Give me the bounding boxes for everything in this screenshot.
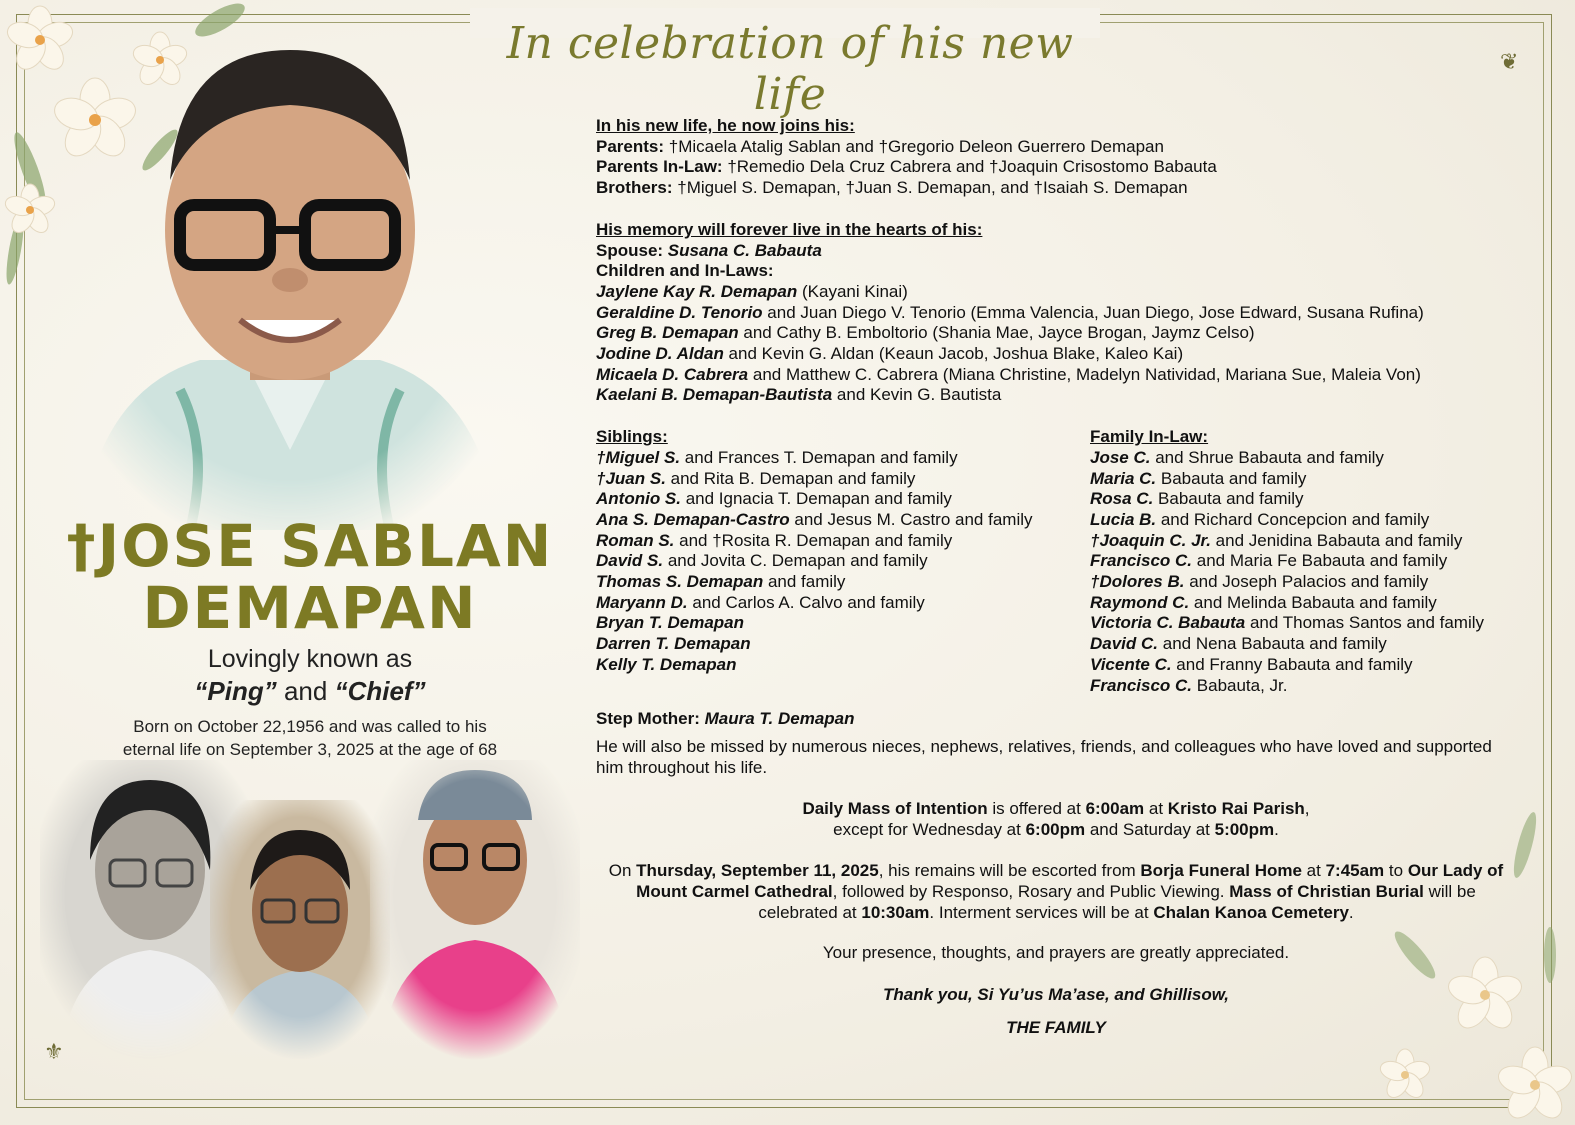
- mass-text: is offered at: [987, 799, 1086, 818]
- spouse-name: Susana C. Babauta: [663, 240, 822, 260]
- child-row: [596, 365, 1536, 386]
- inlaw-name: Rosa C.: [1090, 489, 1154, 509]
- inlaw-detail: and Richard Concepcion and family: [1156, 509, 1430, 529]
- joins-heading: In his new life, he now joins his:: [596, 116, 855, 135]
- parents-value: †Micaela Atalig Sablan and †Gregorio Deleon Guerrero Demapan: [664, 136, 1164, 156]
- burial-info: [596, 860, 1516, 923]
- flourish-icon: ❦: [1500, 50, 1519, 75]
- spouse-row: [596, 241, 1536, 262]
- family-inlaw-heading: Family In-Law:: [1090, 427, 1209, 447]
- child-row: [596, 344, 1536, 365]
- main-text: [596, 116, 1536, 730]
- mass-title: Daily Mass of Intention: [802, 799, 988, 818]
- inlaw-row: [1090, 448, 1540, 469]
- child-detail: (Kayani Kinai): [797, 281, 908, 301]
- sibling-name: Thomas S. Demapan: [596, 572, 764, 592]
- sibling-name: David S.: [596, 551, 664, 571]
- missed-paragraph: He will also be missed by numerous nieces, nephews, relatives, friends, and colleagues who have loved and supported him throughout his life.: [596, 737, 1492, 777]
- child-detail: and Matthew C. Cabrera (Miana Christine, Madelyn Natividad, Mariana Sue, Maleia Von): [748, 364, 1421, 384]
- child-name: Greg B. Demapan: [596, 323, 739, 343]
- burial-text: , his remains will be escorted from: [878, 861, 1141, 880]
- inlaw-name: Jose C.: [1090, 447, 1151, 467]
- sibling-row: [596, 655, 1086, 676]
- spouse-label: Spouse:: [596, 240, 664, 260]
- inlaw-detail: and Jenidina Babauta and family: [1210, 530, 1463, 550]
- inlaw-row: [1090, 510, 1540, 531]
- sibling-name: Antonio S.: [596, 489, 681, 509]
- inlaw-row: [1090, 613, 1540, 634]
- inlaw-row: [1090, 469, 1540, 490]
- inlaw-name: Victoria C. Babauta: [1090, 613, 1246, 633]
- sibling-name: Ana S. Demapan-Castro: [596, 509, 790, 529]
- child-row: [596, 385, 1536, 406]
- brothers-label: Brothers:: [596, 178, 673, 198]
- nickname-ping: “Ping”: [194, 676, 277, 706]
- sibling-name: Bryan T. Demapan: [596, 613, 745, 633]
- nicknames: [40, 676, 580, 707]
- memory-heading: His memory will forever live in the hearts of his:: [596, 219, 983, 239]
- inlaw-name: †Joaquin C. Jr.: [1090, 530, 1211, 550]
- mass-text: at: [1144, 799, 1168, 818]
- burial-text: at: [1301, 861, 1326, 880]
- inlaw-row: [1090, 531, 1540, 552]
- inlaws-label: Parents In-Law:: [596, 157, 723, 177]
- child-row: [596, 282, 1536, 303]
- sibling-detail: and Carlos A. Calvo and family: [687, 592, 925, 612]
- child-row: [596, 303, 1536, 324]
- nickname-and: and: [276, 676, 335, 706]
- sibling-name: Darren T. Demapan: [596, 634, 751, 654]
- brothers-value: †Miguel S. Demapan, †Juan S. Demapan, and †Isaiah S. Demapan: [672, 178, 1188, 198]
- parents-label: Parents:: [596, 136, 665, 156]
- inlaw-row: [1090, 676, 1540, 697]
- inlaw-detail: Babauta, Jr.: [1192, 675, 1288, 695]
- known-as-text: Lovingly known as: [207, 645, 413, 673]
- family-inlaw-list: [1090, 427, 1540, 696]
- inlaw-name: Vicente C.: [1090, 654, 1172, 674]
- sibling-detail: and Ignacia T. Demapan and family: [680, 489, 952, 509]
- sibling-row: [596, 448, 1086, 469]
- nickname-chief: “Chief”: [334, 676, 426, 706]
- mass-text: .: [1274, 820, 1279, 839]
- mass-time: 6:00am: [1085, 799, 1145, 818]
- sibling-row: [596, 634, 1086, 655]
- young-photo-3: [370, 760, 580, 1060]
- mass-text: ,: [1304, 799, 1310, 818]
- burial-text: to: [1384, 861, 1408, 880]
- sibling-row: [596, 593, 1086, 614]
- sibling-name: Maryann D.: [596, 592, 688, 612]
- thanks-text: Thank you, Si Yu’us Ma’ase, and Ghillisow,: [882, 985, 1230, 1004]
- child-detail: and Kevin G. Bautista: [832, 385, 1002, 405]
- inlaw-name: Raymond C.: [1090, 592, 1190, 612]
- step-mother-name: Maura T. Demapan: [699, 709, 855, 729]
- sibling-detail: and Jovita C. Demapan and family: [663, 551, 928, 571]
- inlaw-name: David C.: [1090, 634, 1159, 654]
- inlaw-name: Francisco C.: [1090, 675, 1193, 695]
- born-text: [40, 715, 580, 761]
- relatives-columns: [596, 427, 1536, 697]
- inlaw-name: Maria C.: [1090, 468, 1157, 488]
- child-name: Geraldine D. Tenorio: [596, 302, 763, 322]
- header-title: In celebration of his new life: [506, 18, 1074, 120]
- burial-time: 7:45am: [1325, 861, 1385, 880]
- burial-text: .: [1348, 903, 1354, 922]
- presence-text: Your presence, thoughts, and prayers are greatly appreciated.: [822, 943, 1290, 962]
- inlaw-row: [1090, 634, 1540, 655]
- inlaw-name: Lucia B.: [1090, 509, 1157, 529]
- sibling-row: [596, 469, 1086, 490]
- cemetery: Chalan Kanoa Cemetery: [1153, 903, 1349, 922]
- sibling-detail: and Frances T. Demapan and family: [680, 447, 958, 467]
- mass-parish: Kristo Rai Parish: [1167, 799, 1305, 818]
- inlaw-detail: and Nena Babauta and family: [1158, 634, 1387, 654]
- sibling-row: [596, 572, 1086, 593]
- inlaw-detail: and Thomas Santos and family: [1245, 613, 1485, 633]
- siblings-heading: Siblings:: [596, 427, 668, 447]
- mass-burial: Mass of Christian Burial: [1229, 882, 1424, 901]
- sibling-detail: and Rita B. Demapan and family: [665, 468, 916, 488]
- inlaw-row: [1090, 551, 1540, 572]
- cathedral: Our Lady of Mount Carmel Cathedral: [636, 861, 1504, 901]
- child-name: Micaela D. Cabrera: [596, 364, 749, 384]
- young-photo-2: [210, 800, 390, 1060]
- burial-text: will be celebrated at: [758, 882, 1476, 922]
- sibling-row: [596, 510, 1086, 531]
- sibling-detail: and †Rosita R. Demapan and family: [674, 530, 953, 550]
- burial-text: , followed by Responso, Rosary and Public Viewing.: [832, 882, 1230, 901]
- child-name: Jaylene Kay R. Demapan: [596, 281, 798, 301]
- mass-text: and Saturday at: [1085, 820, 1215, 839]
- inlaw-detail: and Franny Babauta and family: [1171, 654, 1413, 674]
- burial-text: . Interment services will be at: [929, 903, 1154, 922]
- sibling-row: [596, 551, 1086, 572]
- funeral-home: Borja Funeral Home: [1140, 861, 1302, 880]
- mass-text: except for Wednesday at: [833, 820, 1026, 839]
- sibling-row: [596, 489, 1086, 510]
- mass-time: 5:00pm: [1214, 820, 1275, 839]
- inlaw-detail: Babauta and family: [1156, 468, 1307, 488]
- burial-time: 10:30am: [861, 903, 930, 922]
- mass-info: [596, 798, 1516, 840]
- inlaw-name: Francisco C.: [1090, 551, 1193, 571]
- inlaw-row: [1090, 572, 1540, 593]
- burial-text: On: [608, 861, 637, 880]
- inlaw-row: [1090, 655, 1540, 676]
- child-detail: and Cathy B. Emboltorio (Shania Mae, Jayce Brogan, Jaymz Celso): [738, 323, 1255, 343]
- inlaws-value: †Remedio Dela Cruz Cabrera and †Joaquin Crisostomo Babauta: [722, 157, 1217, 177]
- sibling-row: [596, 531, 1086, 552]
- child-detail: and Kevin G. Aldan (Keaun Jacob, Joshua Blake, Kaleo Kai): [723, 344, 1184, 364]
- sibling-name: Roman S.: [596, 530, 675, 550]
- life-photos: [40, 760, 580, 1060]
- step-mother-row: [596, 709, 1536, 730]
- burial-date: Thursday, September 11, 2025: [636, 861, 879, 880]
- inlaw-name: †Dolores B.: [1090, 572, 1185, 592]
- portrait-photo: [80, 30, 500, 530]
- inlaw-detail: and Melinda Babauta and family: [1189, 592, 1437, 612]
- born-line2: eternal life on September 3, 2025 at the age of 68: [122, 740, 498, 759]
- brothers-row: [596, 178, 1536, 199]
- children-label-row: [596, 261, 1536, 282]
- sibling-row: [596, 613, 1086, 634]
- sibling-name: Kelly T. Demapan: [596, 654, 737, 674]
- signature: THE FAMILY: [1006, 1018, 1106, 1037]
- step-mother-label: Step Mother:: [596, 709, 700, 729]
- inlaw-row: [1090, 593, 1540, 614]
- sibling-detail: and Jesus M. Castro and family: [789, 509, 1033, 529]
- child-row: [596, 323, 1536, 344]
- inlaw-detail: and Maria Fe Babauta and family: [1192, 551, 1448, 571]
- inlaw-detail: and Shrue Babauta and family: [1150, 447, 1384, 467]
- born-line1: Born on October 22,1956 and was called to his: [133, 717, 487, 736]
- parents-row: [596, 137, 1536, 158]
- inlaw-row: [1090, 489, 1540, 510]
- name-block: [40, 512, 580, 761]
- child-name: Jodine D. Aldan: [596, 344, 724, 364]
- inlaw-detail: Babauta and family: [1153, 489, 1304, 509]
- sibling-detail: and family: [763, 572, 846, 592]
- siblings-list: [596, 427, 1086, 675]
- deceased-name-line1: †JOSE SABLAN: [66, 512, 554, 580]
- children-label: Children and In-Laws:: [596, 261, 774, 281]
- sibling-name: †Juan S.: [596, 468, 666, 488]
- sibling-name: †Miguel S.: [596, 447, 681, 467]
- child-detail: and Juan Diego V. Tenorio (Emma Valencia, Juan Diego, Jose Edward, Susana Rufina): [762, 302, 1424, 322]
- inlaws-row: [596, 157, 1536, 178]
- child-name: Kaelani B. Demapan-Bautista: [596, 385, 833, 405]
- mass-time: 6:00pm: [1025, 820, 1086, 839]
- deceased-name-line2: DEMAPAN: [142, 574, 478, 642]
- inlaw-detail: and Joseph Palacios and family: [1184, 572, 1429, 592]
